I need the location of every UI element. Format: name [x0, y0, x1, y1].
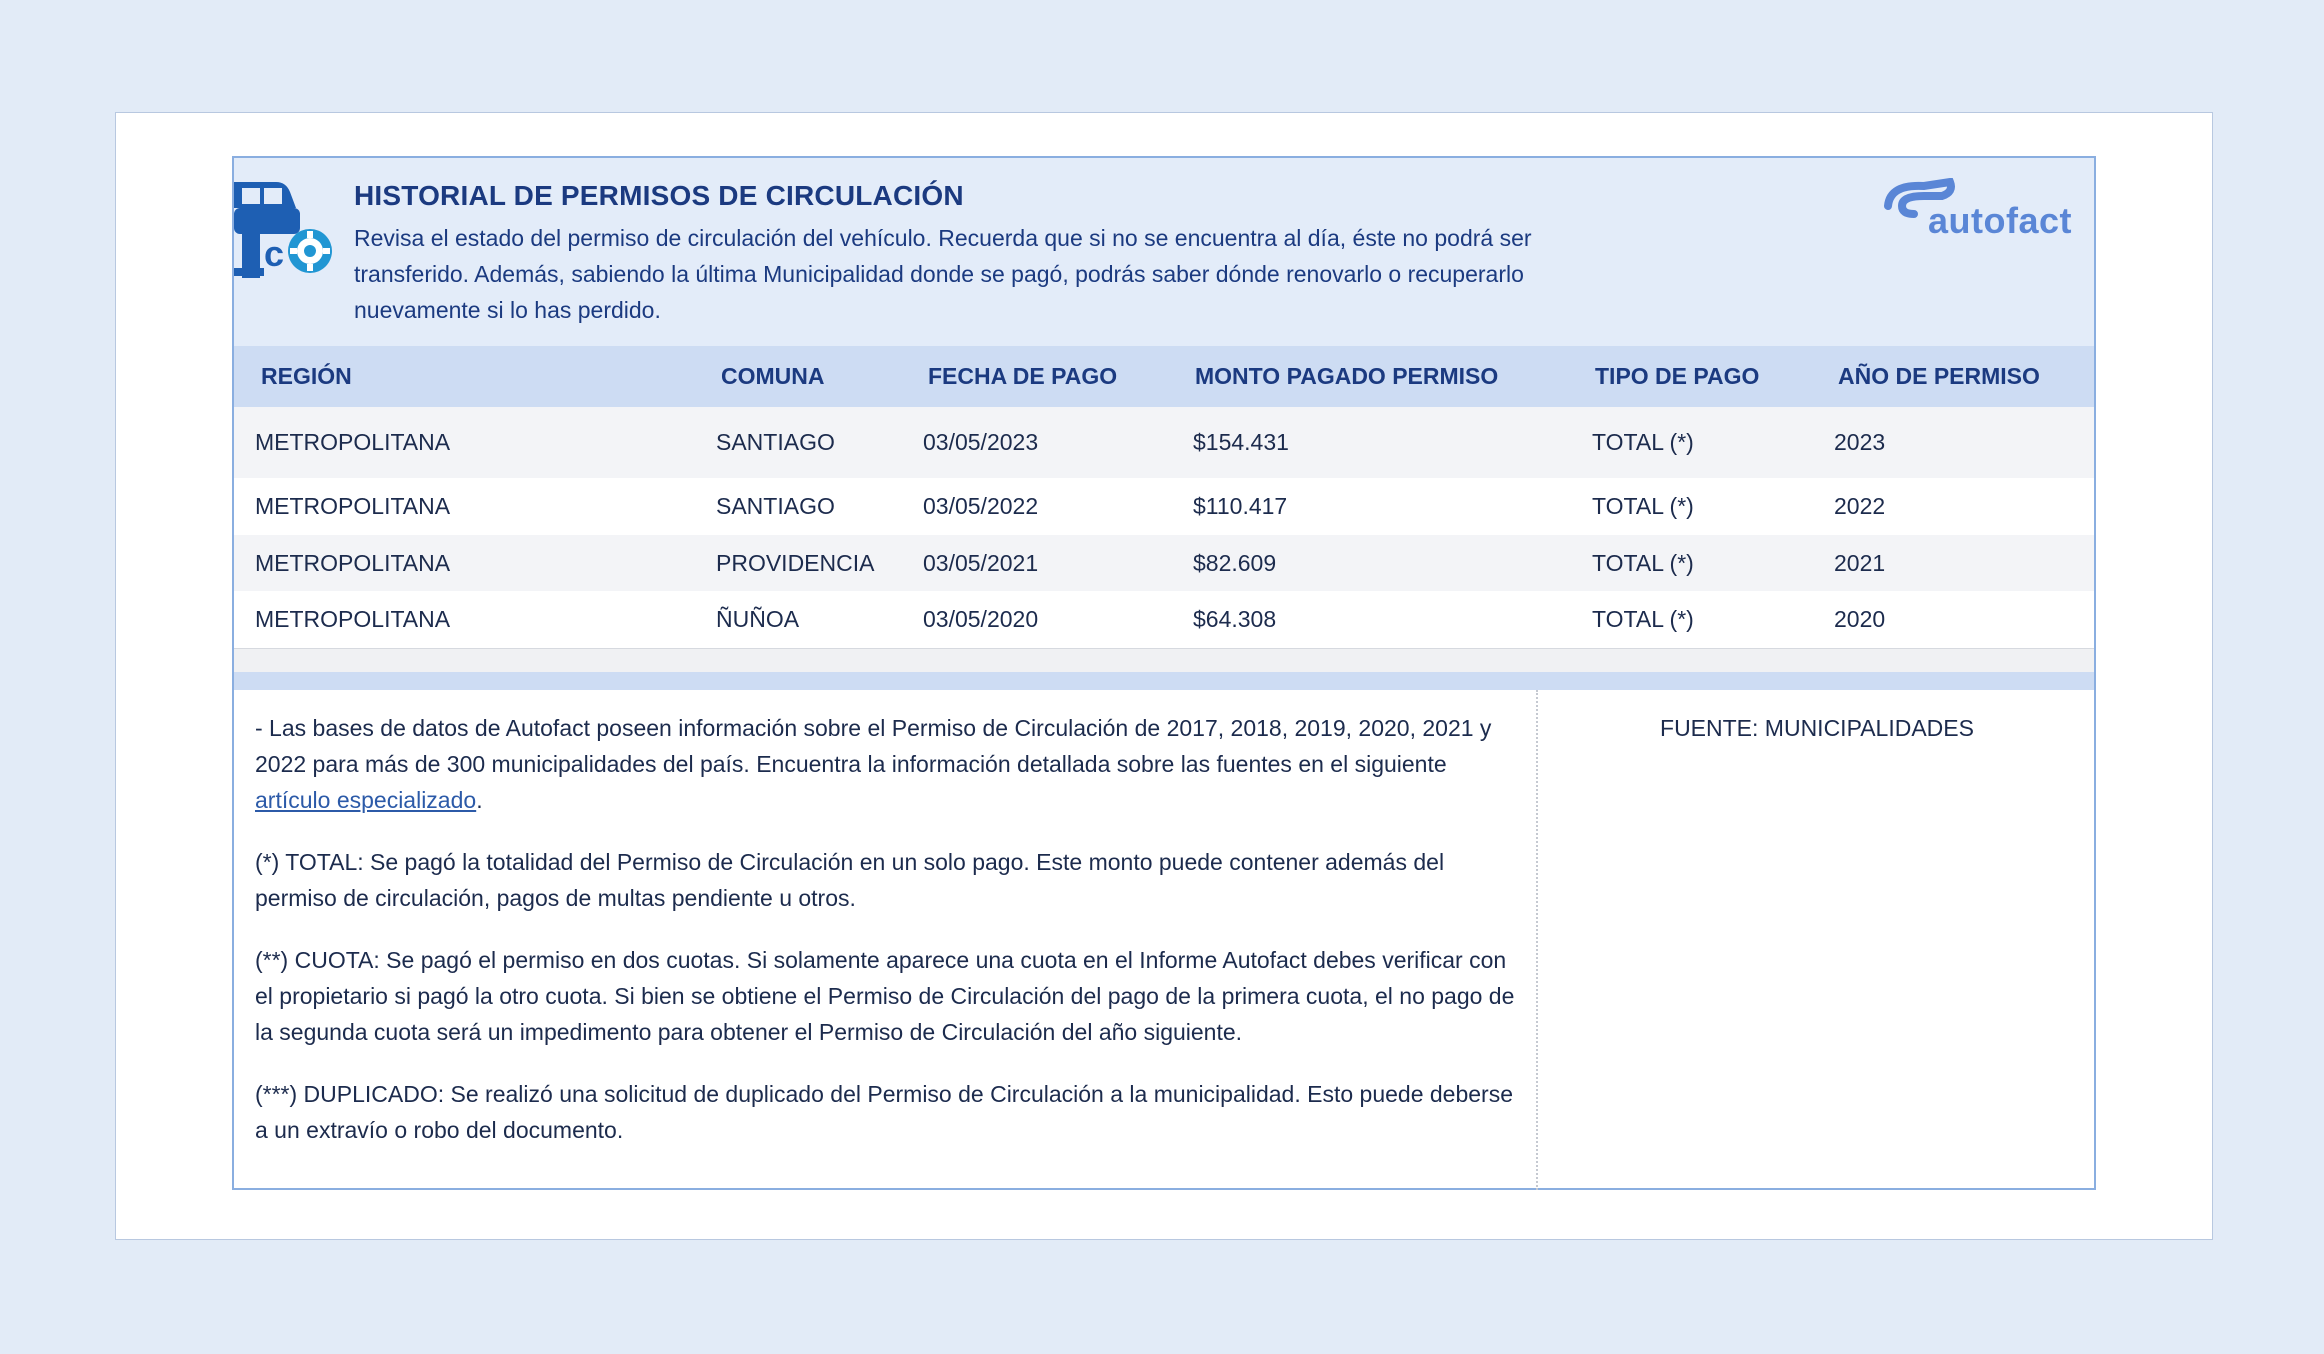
cell-anio: 2022 — [1834, 493, 1886, 519]
section-title: HISTORIAL DE PERMISOS DE CIRCULACIÓN — [354, 180, 964, 211]
cell-monto: $154.431 — [1193, 429, 1289, 455]
cell-region: METROPOLITANA — [255, 550, 451, 576]
cell-tipo: TOTAL (*) — [1592, 550, 1694, 576]
cell-tipo: TOTAL (*) — [1592, 493, 1694, 519]
cell-fecha: 03/05/2022 — [923, 493, 1039, 519]
column-header-anio: AÑO DE PERMISO — [1838, 363, 2040, 389]
note-cuota: (**) CUOTA: Se pagó el permiso en dos cuotas. Si solamente aparece una cuota en el Informe Autofact debes verificar con el propietario si pagó la otro cuota. Si bien se obtiene el Permiso de Circulación del pago de la primera cuota, el no pago de la segunda cuota será un impedimento para obtener el Permiso de Circulación del año siguiente. — [255, 947, 1515, 1045]
cell-region: METROPOLITANA — [255, 493, 451, 519]
source-label: FUENTE: MUNICIPALIDADES — [1660, 715, 1974, 741]
notes-column — [255, 710, 1520, 1174]
column-header-monto: MONTO PAGADO PERMISO — [1195, 363, 1499, 389]
cell-tipo: TOTAL (*) — [1592, 429, 1694, 455]
cell-anio: 2020 — [1834, 606, 1886, 632]
column-divider — [1536, 690, 1538, 1190]
note-total: (*) TOTAL: Se pagó la totalidad del Permiso de Circulación en un solo pago. Este monto puede contener además del permiso de circulación, pagos de multas pendiente u otros. — [255, 849, 1445, 911]
column-header-region: REGIÓN — [261, 363, 352, 389]
cell-comuna: PROVIDENCIA — [716, 550, 875, 576]
cell-tipo: TOTAL (*) — [1592, 606, 1694, 632]
cell-comuna: SANTIAGO — [716, 493, 835, 519]
column-header-fecha: FECHA DE PAGO — [928, 363, 1118, 389]
table-row — [234, 407, 2094, 478]
report-card — [115, 112, 2213, 1240]
brand-name: autofact — [1927, 200, 2072, 241]
cell-region: METROPOLITANA — [255, 606, 451, 632]
notes-separator-band — [234, 672, 2094, 690]
note-databases: - Las bases de datos de Autofact poseen información sobre el Permiso de Circulación de 2017, 2018, 2019, 2020, 2021 y 2022 para más de 300 municipalidades del país. Encuentra la información detallada sobre las fuentes en el siguiente artículo especializado. — [255, 715, 1492, 813]
cell-comuna: SANTIAGO — [716, 429, 835, 455]
cell-monto: $64.308 — [1193, 606, 1277, 632]
cell-monto: $110.417 — [1193, 493, 1288, 519]
cell-fecha: 03/05/2021 — [923, 550, 1039, 576]
table-header — [234, 346, 2094, 407]
cell-comuna: ÑUÑOA — [716, 606, 800, 632]
cell-anio: 2023 — [1834, 429, 1886, 455]
table-row — [234, 478, 2094, 535]
svg-text:c: c — [264, 233, 285, 274]
cell-fecha: 03/05/2020 — [923, 606, 1039, 632]
note-duplicado: (***) DUPLICADO: Se realizó una solicitud de duplicado del Permiso de Circulación a la municipalidad. Esto puede deberse a un extravío o robo del documento. — [255, 1081, 1514, 1143]
cell-region: METROPOLITANA — [255, 429, 451, 455]
column-header-tipo: TIPO DE PAGO — [1595, 363, 1760, 389]
table-footer-spacer — [234, 648, 2094, 673]
cell-monto: $82.609 — [1193, 550, 1277, 576]
column-header-comuna: COMUNA — [721, 363, 825, 389]
permit-history-section — [232, 156, 2096, 1190]
section-header — [234, 158, 2094, 346]
cell-fecha: 03/05/2023 — [923, 429, 1039, 455]
table-row — [234, 591, 2094, 648]
section-description: Revisa el estado del permiso de circulación del vehículo. Recuerda que si no se encuentra al día, éste no podrá ser transferido. Además, sabiendo la última Municipalidad donde se pagó, podrás saber dónde renovarlo o recuperarlo nuevamente si lo has perdido. — [354, 225, 1532, 323]
car-permit-icon — [234, 168, 334, 278]
table-row — [234, 535, 2094, 591]
cell-anio: 2021 — [1834, 550, 1886, 576]
specialized-article-link[interactable]: artículo especializado — [255, 787, 477, 813]
